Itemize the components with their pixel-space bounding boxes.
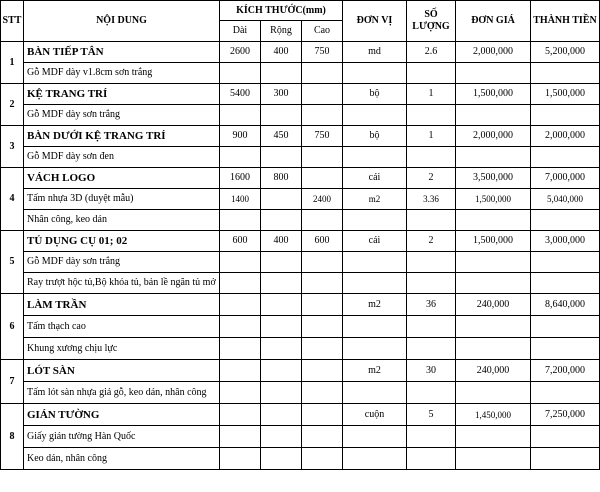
width-cell: 800 (261, 168, 302, 189)
quantity-cell: 1 (407, 126, 456, 147)
quantity-cell: 2 (407, 231, 456, 252)
quantity-cell: 3.36 (407, 189, 456, 210)
table-row (1, 294, 600, 316)
unit-header: ĐƠN VỊ (343, 1, 407, 42)
width-cell: 450 (261, 126, 302, 147)
item-name: VÁCH LOGO (24, 168, 220, 189)
total-cell: 7,000,000 (531, 168, 600, 189)
width-cell: 300 (261, 84, 302, 105)
unit-cell: m2 (343, 189, 407, 210)
table-row (1, 316, 600, 338)
stt-header: STT (1, 1, 24, 42)
total-cell: 1,500,000 (531, 84, 600, 105)
table-row (1, 382, 600, 404)
table-row (1, 252, 600, 273)
quantity-header (407, 1, 456, 42)
width-cell: 400 (261, 42, 302, 63)
unit-cell: cuộn (343, 404, 407, 426)
height-cell: 750 (302, 126, 343, 147)
content-header: NỘI DUNG (24, 1, 220, 42)
height-cell: 750 (302, 42, 343, 63)
row-number: 5 (1, 231, 24, 294)
unit-price-cell: 1,450,000 (456, 404, 531, 426)
unit-price-cell: 3,500,000 (456, 168, 531, 189)
length-cell: 2600 (220, 42, 261, 63)
quantity-header-line1: SỐ (424, 9, 438, 20)
item-name: LÀM TRẦN (24, 294, 220, 316)
table-row (1, 168, 600, 189)
length-cell: 1400 (220, 189, 261, 210)
item-description: Gỗ MDF dày sơn trắng (24, 105, 220, 126)
unit-price-cell: 1,500,000 (456, 84, 531, 105)
total-cell: 8,640,000 (531, 294, 600, 316)
row-number: 4 (1, 168, 24, 231)
length-cell: 5400 (220, 84, 261, 105)
item-description: Keo dán, nhân công (24, 448, 220, 470)
unit-cell: bộ (343, 126, 407, 147)
height-header: Cao (302, 21, 343, 42)
quantity-cell: 1 (407, 84, 456, 105)
quantity-cell: 30 (407, 360, 456, 382)
height-cell: 2400 (302, 189, 343, 210)
table-row (1, 42, 600, 63)
unit-cell: m2 (343, 294, 407, 316)
row-number: 7 (1, 360, 24, 404)
total-cell: 3,000,000 (531, 231, 600, 252)
row-number: 3 (1, 126, 24, 168)
total-cell: 7,250,000 (531, 404, 600, 426)
item-description: Tấm thạch cao (24, 316, 220, 338)
quantity-cell: 2 (407, 168, 456, 189)
unit-price-cell: 1,500,000 (456, 231, 531, 252)
table-row (1, 126, 600, 147)
length-cell: 900 (220, 126, 261, 147)
height-cell (302, 84, 343, 105)
item-description: Gỗ MDF dày sơn đen (24, 147, 220, 168)
unit-cell: m2 (343, 360, 407, 382)
table-row (1, 360, 600, 382)
table-row (1, 273, 600, 294)
quantity-cell: 2.6 (407, 42, 456, 63)
unit-price-header: ĐƠN GIÁ (456, 1, 531, 42)
item-name: BÀN DƯỚI KỆ TRANG TRÍ (24, 126, 220, 147)
unit-price-cell: 2,000,000 (456, 42, 531, 63)
height-cell: 600 (302, 231, 343, 252)
table-row (1, 404, 600, 426)
width-cell: 400 (261, 231, 302, 252)
quantity-header-line2: LƯỢNG (412, 21, 450, 32)
total-cell: 2,000,000 (531, 126, 600, 147)
item-name: LÓT SÀN (24, 360, 220, 382)
item-description: Ray trượt hộc tủ,Bộ khóa tủ, bản lề ngăn tủ mở (24, 273, 220, 294)
item-description: Khung xương chịu lực (24, 338, 220, 360)
total-cell: 7,200,000 (531, 360, 600, 382)
item-description: Nhân công, keo dán (24, 210, 220, 231)
row-number: 2 (1, 84, 24, 126)
row-number: 1 (1, 42, 24, 84)
item-name: GIÁN TƯỜNG (24, 404, 220, 426)
row-number: 8 (1, 404, 24, 470)
length-header: Dài (220, 21, 261, 42)
unit-cell: cái (343, 231, 407, 252)
unit-price-cell: 2,000,000 (456, 126, 531, 147)
table-row (1, 426, 600, 448)
unit-cell: bộ (343, 84, 407, 105)
table-row (1, 210, 600, 231)
table-row (1, 105, 600, 126)
table-row (1, 63, 600, 84)
quantity-cell: 5 (407, 404, 456, 426)
item-name: KỆ TRANG TRÍ (24, 84, 220, 105)
unit-cell: md (343, 42, 407, 63)
total-header: THÀNH TIỀN (531, 1, 600, 42)
total-cell: 5,200,000 (531, 42, 600, 63)
item-name: BÀN TIẾP TÂN (24, 42, 220, 63)
row-number: 6 (1, 294, 24, 360)
length-cell: 1600 (220, 168, 261, 189)
unit-price-cell: 240,000 (456, 360, 531, 382)
dimensions-header: KÍCH THƯỚC(mm) (220, 1, 343, 21)
item-description: Gỗ MDF dày sơn trắng (24, 252, 220, 273)
table-row (1, 147, 600, 168)
table-row (1, 231, 600, 252)
item-name: TỦ DỤNG CỤ 01; 02 (24, 231, 220, 252)
width-header: Rộng (261, 21, 302, 42)
unit-price-cell: 1,500,000 (456, 189, 531, 210)
item-description: Tấm lót sàn nhựa giả gỗ, keo dán, nhân công (24, 382, 220, 404)
total-cell: 5,040,000 (531, 189, 600, 210)
table-row (1, 338, 600, 360)
height-cell (302, 168, 343, 189)
quantity-cell: 36 (407, 294, 456, 316)
table-row (1, 189, 600, 210)
table-row (1, 84, 600, 105)
unit-cell: cái (343, 168, 407, 189)
item-description: Giấy gián tường Hàn Quốc (24, 426, 220, 448)
length-cell: 600 (220, 231, 261, 252)
unit-price-cell: 240,000 (456, 294, 531, 316)
table-row (1, 448, 600, 470)
item-description: Gỗ MDF dày v1.8cm sơn trắng (24, 63, 220, 84)
item-description: Tấm nhựa 3D (duyệt mẫu) (24, 189, 220, 210)
